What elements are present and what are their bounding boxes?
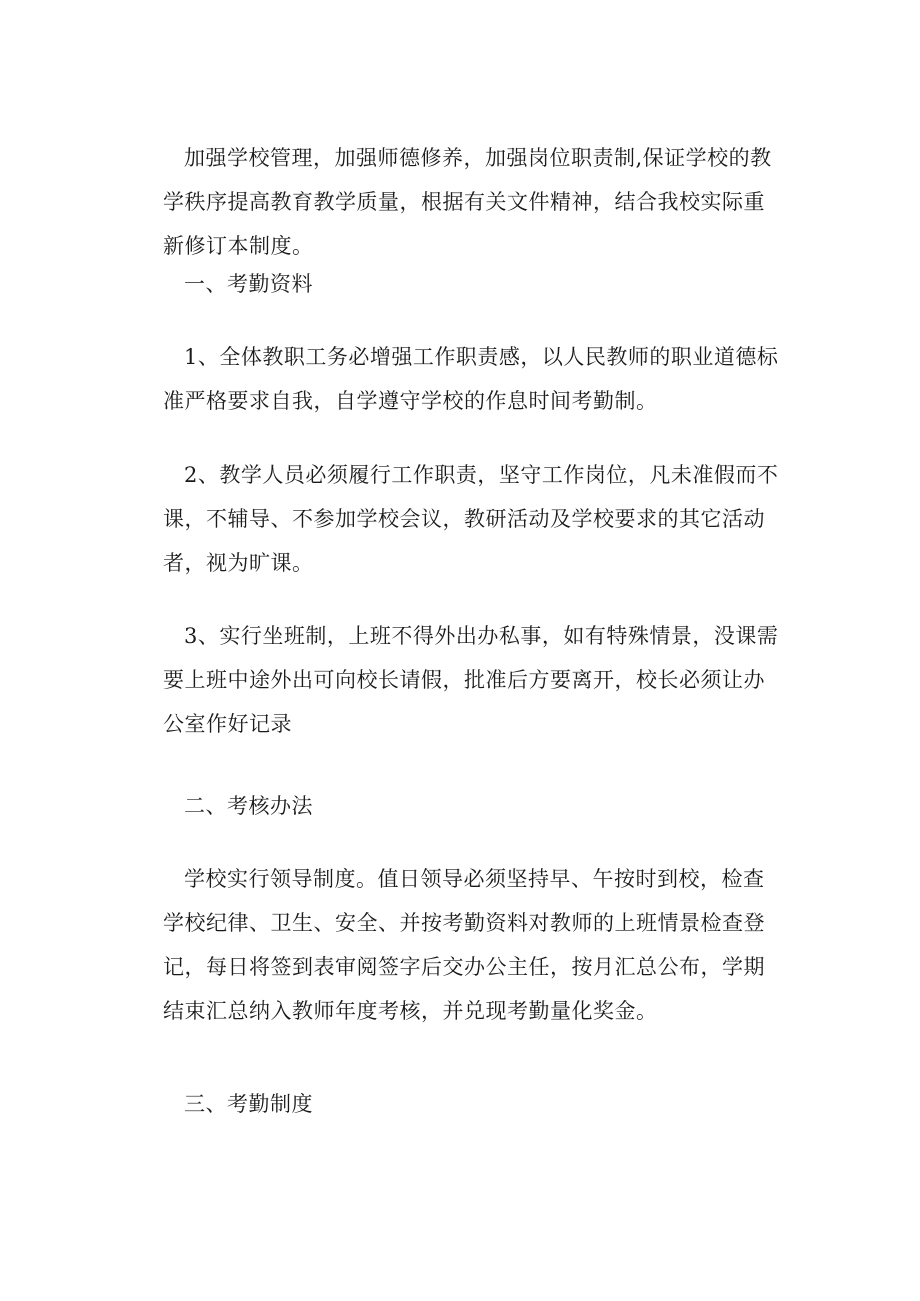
section-two-heading: 二、考核办法 (184, 794, 313, 818)
section-three-heading: 三、考勤制度 (184, 1092, 313, 1116)
method-paragraph: 学校实行领导制度。值日领导必须坚持早、午按时到校，检查学校纪律、卫生、安全、并按考勤资料对教师的上班情景检查登记，每日将签到表审阅签字后交办公主任，按月汇总公布，学期结束汇总纳入教师年度考核，并兑现考勤量化奖金。 (163, 867, 765, 1023)
item-3-paragraph: 3、实行坐班制，上班不得外出办私事，如有特殊情景，没课需要上班中途外出可向校长请假，批准后方要离开，校长必须让办公室作好记录 (163, 624, 779, 736)
intro-paragraph: 加强学校管理，加强师德修养，加强岗位职责制,保证学校的教学秩序提高教育教学质量，根据有关文件精神，结合我校实际重新修订本制度。 (163, 146, 772, 258)
item-1-paragraph: 1、全体教职工务必增强工作职责感，以人民教师的职业道德标准严格要求自我，自学遵守学校的作息时间考勤制。 (163, 345, 779, 413)
section-one-heading: 一、考勤资料 (184, 272, 313, 296)
item-2-paragraph: 2、教学人员必须履行工作职责，坚守工作岗位，凡未准假而不课，不辅导、不参加学校会议，教研活动及学校要求的其它活动者，视为旷课。 (163, 463, 779, 575)
